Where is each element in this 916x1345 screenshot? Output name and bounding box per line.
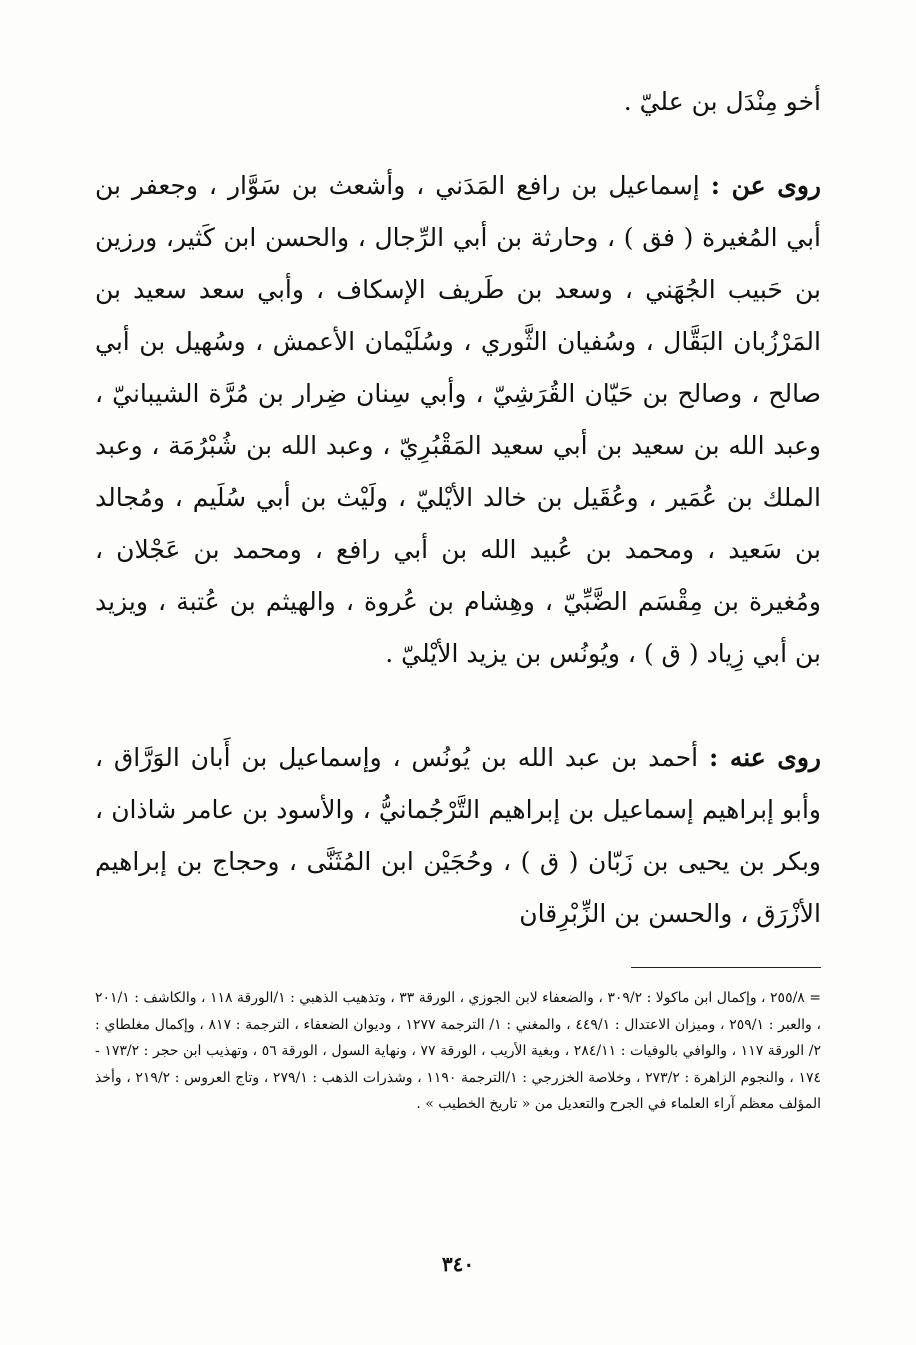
narrated-from-text: إسماعيل بن رافع المَدَني ، وأشعث بن سَوَّار ، وجعفر بن أبي المُغيرة ( فق ) ، وحارثة بن أبي الرِّجال ، والحسن ابن كَثير، ورزين بن حَبيب الجُهَني ، وسعد بن طَريف الإسكاف ، وأبي سعد سعيد بن المَرْزُبان البَقَّال ، وسُفيان الثَّوري ، وسُلَيْمان الأعمش ، وسُهيل بن أبي صالح ، وصالح بن حَيّان القُرَشِيّ ، وأبي سِنان ضِرار بن مُرَّة الشيبانيّ ، وعبد الله بن سعيد بن أبي سعيد المَقْبُرِيّ ، وعبد الله بن شُبْرُمَة ، وعبد الملك بن عُمَير ، وعُقَيل بن خالد الأيْليّ ، ولَيْث بن أبي سُلَيم ، ومُجالد بن سَعيد ، ومحمد بن عُبيد الله بن أبي رافع ، ومحمد بن عَجْلان ، ومُغيرة بن مِقْسَم الضَّبِّيّ ، وهِشام بن عُروة ، والهيثم بن عُتبة ، ويزيد بن أبي زِياد ( ق ) ، ويُونُس بن يزيد الأيْليّ . — [95, 171, 821, 668]
narrated-from-paragraph — [95, 160, 821, 680]
page-number: ٣٤٠ — [441, 1252, 475, 1276]
footnotes: = ٢٥٥/٨ ، وإكمال ابن ماكولا : ٣٠٩/٢ ، والضعفاء لابن الجوزي ، الورقة ٣٣ ، وتذهيب الذهبي : ١/الورقة ١١٨ ، والكاشف : ٢٠١/١ ، والعبر : ٢٥٩/١ ، وميزان الاعتدال : ٤٤٩/١ ، والمغني : ١/ الترجمة ١٢٧٧ ، وديوان الضعفاء ، الترجمة : ٨١٧ ، وإكمال مغلطاي : ٢/ الورقة ١١٧ ، والوافي بالوفيات : ٢٨٤/١١ ، وبغية الأريب ، الورقة ٧٧ ، ونهاية السول ، الورقة ٥٦ ، وتهذيب ابن حجر : ١٧٣/٢ - ١٧٤ ، والنجوم الزاهرة : ٢٧٣/٢ ، وخلاصة الخزرجي : ١/الترجمة ١١٩٠ ، وشذرات الذهب : ٢٧٩/١ ، وتاج العروس : ٢١٩/٢ ، وأخذ المؤلف معظم آراء العلماء في الجرح والتعديل من « تاريخ الخطيب » . — [95, 990, 822, 1112]
document-page — [95, 0, 821, 1345]
footnote-divider — [631, 967, 821, 968]
narrated-by-text: أحمد بن عبد الله بن يُونُس ، وإسماعيل بن أَبان الوَرَّاق ، وأبو إبراهيم إسماعيل بن إبراهيم التَّرْجُمانيُّ ، والأسود بن عامر شاذان ، وبكر بن يحيى بن زَبّان ( ق ) ، وحُجَيْن ابن المُثَنَّى ، وحجاج بن إبراهيم الأزْرَق ، والحسن بن الزِّبْرِقان — [95, 743, 821, 928]
narrated-by-paragraph — [95, 732, 821, 940]
entry-intro: أخو مِنْدَل بن عليّ . — [623, 87, 821, 116]
narrated-from-label: روى عن : — [710, 171, 822, 200]
narrated-by-label: روى عنه : — [708, 743, 821, 772]
